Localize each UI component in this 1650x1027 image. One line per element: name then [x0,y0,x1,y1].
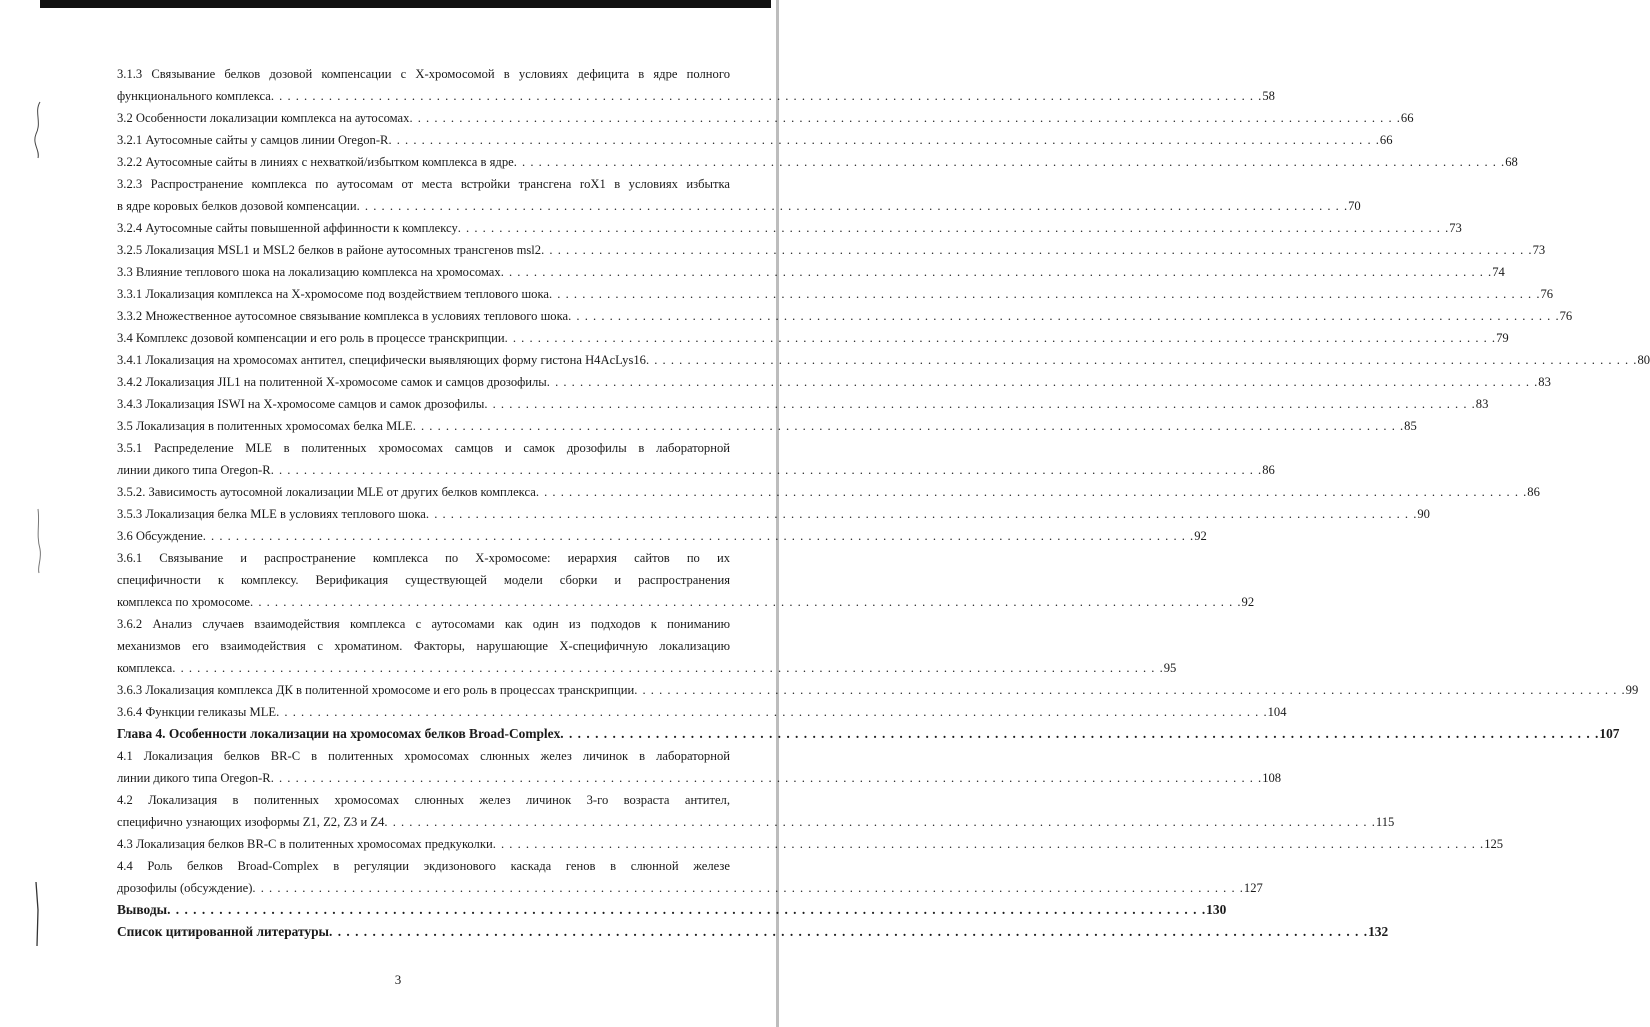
toc-entry-page: 115 [1375,815,1395,829]
toc-leader-dots [203,525,1194,547]
margin-mark [28,880,48,950]
toc-leader-dots [514,151,1505,173]
toc-entry-title: 3.2 Особенности локализации комплекса на аутосомах [117,111,410,125]
toc-entry-page: 99 [1625,683,1639,697]
toc-leader-dots [271,85,1262,107]
toc-entry-title: 3.4 Комплекс дозовой компенсации и его роль в процессе транскрипции [117,331,505,345]
page-number: 3 [394,972,402,987]
toc-entry [117,591,1255,613]
toc-entry [117,723,1620,745]
toc-entry [117,811,1395,833]
toc-entry-line: 4.4 Роль белков Broad-Complex в регуляции экдизонового каскада генов в слюнной железе [117,859,730,873]
toc-leader-dots [568,305,1559,327]
toc-leader-dots [384,811,1375,833]
toc-entry-title: 3.5.3 Локализация белка MLE в условиях теплового шока [117,507,426,521]
toc-entry [117,503,1430,525]
toc-entry-page: 83 [1538,375,1551,389]
toc-entry-title: 3.4.3 Локализация ISWI на Х-хромосоме самцов и самок дрозофилы [117,397,485,411]
toc-entry-page: 68 [1505,155,1518,169]
toc-entry-page: 130 [1206,902,1227,917]
toc-leader-dots [547,371,1538,393]
toc-leader-dots [409,107,1400,129]
toc-entry [117,107,1414,129]
toc-entry-page: 90 [1417,507,1430,521]
toc-entry [117,393,1489,415]
toc-entry-line: 3.6.1 Связывание и распространение комплекса по Х-хромосоме: иерархия сайтов по их [117,551,730,565]
toc-entry [117,415,1417,437]
toc-entry [117,195,1361,217]
toc-leader-dots [541,239,1532,261]
toc-entry [117,459,1275,481]
toc-leader-dots [458,217,1449,239]
toc-entry-title: 3.5 Локализация в политенных хромосомах белка MLE [117,419,413,433]
toc-entry-page: 132 [1368,924,1389,939]
toc-entry-title: 3.3 Влияние теплового шока на локализацию комплекса на хромосомах [117,265,501,279]
toc-entry-page: 66 [1400,111,1414,125]
toc-leader-dots [357,195,1348,217]
toc-entry [117,349,1650,371]
toc-leader-dots [560,723,1599,745]
toc-leader-dots [252,877,1243,899]
toc-entry [117,657,1177,679]
toc-leader-dots [505,327,1496,349]
toc-entry [117,767,1282,789]
toc-entry [117,283,1554,305]
toc-entry-page: 76 [1540,287,1554,301]
toc-leader-dots [484,393,1475,415]
toc-entry-page: 86 [1527,485,1540,499]
toc-entry-page: 79 [1496,331,1509,345]
toc-entry-title: Выводы [117,902,168,917]
toc-entry-page: 86 [1262,463,1275,477]
margin-mark [28,100,48,160]
toc-entry-page: 108 [1262,771,1282,785]
toc-entry-title: 3.6.3 Локализация комплекса ДК в политенной хромосоме и его роль в процессах транскрипции [117,683,635,697]
toc-entry-page: 127 [1243,881,1263,895]
toc-entry-page: 74 [1492,265,1505,279]
toc-leader-dots [493,833,1484,855]
toc-entry-title: Список цитированной литературы [117,924,329,939]
table-of-contents [117,63,1650,943]
toc-entry-page: 80 [1637,353,1650,367]
toc-leader-dots [549,283,1540,305]
toc-entry-line: 3.5.1 Распределение MLE в политенных хромосомах самцов и самок дрозофилы в лабораторной [117,441,730,455]
toc-leader-dots [271,459,1262,481]
toc-entry [117,129,1393,151]
toc-entry [117,921,1389,943]
toc-entry-page: 73 [1449,221,1462,235]
toc-entry [117,371,1551,393]
toc-leader-dots [646,349,1637,371]
toc-entry-page: 95 [1163,661,1177,675]
toc-entry [117,261,1505,283]
toc-entry-page: 58 [1262,89,1275,103]
toc-entry-title: в ядре коровых белков дозовой компенсации [117,199,357,213]
toc-entry-page: 73 [1532,243,1546,257]
toc-entry-page: 83 [1475,397,1489,411]
toc-entry-line: механизмов его взаимодействия с хроматином. Факторы, нарушающие Х-специфичную локализацию [117,639,730,653]
toc-entry-page: 66 [1379,133,1393,147]
toc-entry-title: функционального комплекса [117,89,271,103]
toc-entry [117,327,1509,349]
scan-top-border [40,0,771,8]
toc-entry-line: 3.2.3 Распространение комплекса по аутосомам от места встройки трансгена roX1 в условиях избытка [117,177,730,191]
toc-entry [117,701,1287,723]
toc-entry [117,679,1639,701]
toc-entry [117,151,1518,173]
toc-entry-title: 3.6.4 Функции геликазы MLE [117,705,277,719]
toc-entry-title: 3.3.2 Множественное аутосомное связывание комплекса в условиях теплового шока [117,309,569,323]
toc-leader-dots [501,261,1492,283]
toc-entry-title: дрозофилы (обсуждение) [117,881,253,895]
toc-entry-title: комплекса по хромосоме [117,595,251,609]
toc-entry [117,305,1573,327]
toc-entry-line: 4.2 Локализация в политенных хромосомах слюнных желез личинок 3-го возраста антител, [117,793,730,807]
toc-leader-dots [167,899,1206,921]
toc-entry-title: 3.5.2. Зависимость аутосомной локализации MLE от других белков комплекса [117,485,536,499]
toc-entry-page: 92 [1194,529,1207,543]
toc-leader-dots [276,701,1267,723]
toc-entry-page: 92 [1241,595,1255,609]
toc-entry-line: специфичности к комплексу. Верификация существующей модели сборки и распространения [117,573,730,587]
toc-entry-title: Глава 4. Особенности локализации на хромосомах белков Broad-Complex [117,726,561,741]
toc-leader-dots [536,481,1527,503]
toc-entry [117,481,1540,503]
toc-entry-title: линии дикого типа Oregon-R [117,771,271,785]
toc-entry-page: 85 [1404,419,1417,433]
toc-leader-dots [413,415,1404,437]
toc-entry-line: 3.1.3 Связывание белков дозовой компенсации с Х-хромосомой в условиях дефицита в ядре полного [117,67,730,81]
toc-leader-dots [388,129,1379,151]
toc-entry-title: 3.6 Обсуждение [117,529,203,543]
toc-entry [117,217,1462,239]
toc-entry-page: 107 [1599,726,1620,741]
toc-entry-page: 76 [1559,309,1573,323]
toc-entry-page: 104 [1267,705,1287,719]
toc-leader-dots [426,503,1417,525]
toc-leader-dots [634,679,1625,701]
toc-entry-title: 3.2.4 Аутосомные сайты повышенной аффинности к комплексу [117,221,458,235]
toc-entry-title: 3.2.2 Аутосомные сайты в линиях с нехваткой/избытком комплекса в ядре [117,155,514,169]
toc-entry-line: 3.6.2 Анализ случаев взаимодействия комплекса с аутосомами как один из подходов к пониманию [117,617,730,631]
toc-entry-title: 3.4.1 Локализация на хромосомах антител, специфически выявляющих форму гистона H4AcLys16 [117,353,646,367]
toc-leader-dots [172,657,1163,679]
toc-entry [117,899,1227,921]
toc-entry [117,877,1263,899]
toc-entry [117,85,1275,107]
toc-entry-page: 125 [1484,837,1504,851]
toc-entry-title: линии дикого типа Oregon-R [117,463,271,477]
toc-entry [117,239,1546,261]
toc-entry-title: комплекса [117,661,173,675]
margin-mark [28,505,48,575]
toc-entry [117,525,1207,547]
toc-entry-title: 3.3.1 Локализация комплекса на Х-хромосоме под воздействием теплового шока [117,287,549,301]
toc-entry-title: 3.4.2 Локализация JIL1 на политенной Х-хромосоме самок и самцов дрозофилы [117,375,547,389]
toc-entry-page: 70 [1348,199,1361,213]
toc-entry-title: 3.2.5 Локализация MSL1 и MSL2 белков в районе аутосомных трансгенов msl2 [117,243,542,257]
toc-leader-dots [271,767,1262,789]
toc-leader-dots [329,921,1368,943]
toc-entry-title: специфично узнающих изоформы Z1, Z2, Z3 и Z4 [117,815,385,829]
toc-entry [117,833,1504,855]
toc-leader-dots [250,591,1241,613]
toc-entry-title: 3.2.1 Аутосомные сайты у самцов линии Oregon-R [117,133,389,147]
toc-entry-title: 4.3 Локализация белков BR-C в политенных хромосомах предкуколки [117,837,493,851]
toc-entry-line: 4.1 Локализация белков BR-C в политенных хромосомах слюнных желез личинок в лабораторной [117,749,730,763]
